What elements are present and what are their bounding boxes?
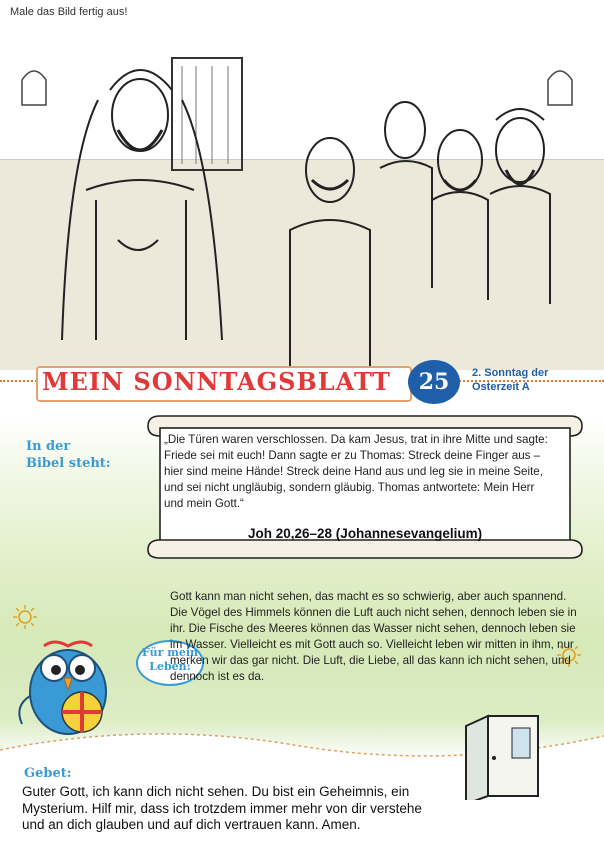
coloring-illustration <box>0 0 604 370</box>
liturgical-sunday <box>472 366 548 394</box>
bubble-line-2: Leben: <box>149 660 191 673</box>
bible-quote: „Die Türen waren verschlossen. Da kam Jesus, trat in ihre Mitte und sagte: Friede sei mit euch! Dann sagte er zu Thomas: Streck deine Finger aus – hier sind meine Hände! Streck deine Hand aus und leg sie in meine Seite, und sei nicht ungläubig, sondern gläubig. Thomas antwortete: Mein Herr und mein Gott.“ <box>164 433 548 510</box>
bible-section-label <box>26 438 111 472</box>
bible-reference: Joh 20,26–28 (Johannesevangelium) <box>248 526 483 541</box>
reflection-paragraph: Gott kann man nicht sehen, das macht es so schwierig, aber auch spannend. Die Vögel des Himmels können die Luft auch nicht sehen, dennoch leben sie in ihr. Die Fische des Meeres können das Wasser nicht sehen, dennoch leben sie im Wasser. Vielleicht es mit Gott auch so. Vielleicht leben wir mitten in ihm, nur merken wir das gar nicht. Die Luft, die Liebe, all das kann ich nicht sehen, und dennoch ist es da. <box>170 590 577 683</box>
window-left <box>22 71 46 105</box>
prayer-text: Guter Gott, ich kann dich nicht sehen. Du bist ein Geheimnis, ein Mysterium. Hilf mir, dass ich trotzdem immer mehr von dir verstehe und an dich glauben und auf dich vertrauen kann. Amen. <box>22 784 422 832</box>
sunday-line-2: Osterzeit A <box>472 381 530 393</box>
open-door-icon <box>454 700 564 800</box>
bubble-line-1: Für mein <box>141 646 199 659</box>
coloring-hint: Male das Bild fertig aus! <box>10 6 128 18</box>
title-banner <box>0 362 604 408</box>
window-right <box>548 71 572 105</box>
sunday-line-1: 2. Sonntag der <box>472 367 549 379</box>
issue-number-badge: 25 <box>408 360 460 404</box>
for-my-life-text <box>170 589 580 685</box>
bible-label-line-2: Bibel steht: <box>26 456 111 471</box>
page-title: MEIN SONNTAGSBLATT <box>42 367 391 396</box>
bible-label-line-1: In der <box>26 439 71 454</box>
prayer-label: Gebet: <box>24 766 72 781</box>
